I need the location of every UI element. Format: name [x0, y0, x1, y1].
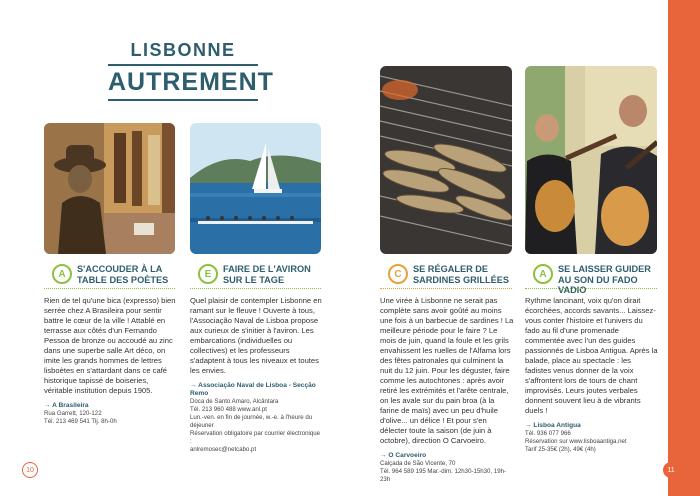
body-text-a2: Rythme lancinant, voix qu'on dirait écorchées, accords savants... Laissez-vous conter l'histoire et l'univers du fado au fil d'une promenade commentée avec l'un des guides passionnés de Lisboa Antigua. Après la balade, place au spectacle : les fadistes venus donner de la voix s'affrontent lors de tours de chant improvisés. Leurs joutes verbales donnent souvent lieu à de vibrants duels ! [525, 296, 658, 415]
page-number-left: 10 [22, 462, 38, 478]
caption-c [388, 264, 518, 285]
photo-cafe-statue [44, 123, 175, 254]
info-line: Lun.-ven. en fin de journée, w.-e. à l'heure du déjeuner [190, 414, 313, 429]
photo-fado-musicians [525, 66, 657, 254]
caption-a2-text: SE LAISSER GUIDER AU SON DU FADO VADIO [558, 264, 651, 295]
info-line: Tél. 936 077 966 [525, 430, 571, 437]
info-name-c: → O Carvoeiro [380, 452, 427, 459]
title-small: LISBONNE [130, 40, 236, 60]
divider-e [190, 288, 321, 289]
info-line: Tél. 964 589 195 Mar.-dim. 12h30-15h30, 19h-23h [380, 468, 507, 483]
title-rule-bottom [108, 99, 258, 101]
caption-e-text: FAIRE DE L'AVIRON SUR LE TAGE [223, 264, 311, 285]
title-rule [108, 64, 258, 66]
info-block-a2 [525, 422, 659, 454]
info-line: Rua Garrett, 120-122 [44, 410, 102, 417]
title-big: AUTREMENT [108, 68, 274, 96]
info-line: Tél. 213 469 541 Tlj. 8h-0h [44, 418, 117, 425]
body-text-e: Quel plaisir de contempler Lisbonne en ramant sur le fleuve ! Ouverte à tous, l'Associação Naval de Lisboa propose aux curieux de s'initier à l'aviron. Les embarcations (individuelles ou collectives) et les professeurs s'adaptent à tous les niveaux et toutes les envies. [190, 296, 322, 375]
text-column-c [380, 296, 514, 484]
page-title [108, 40, 274, 103]
right-page [350, 0, 700, 496]
info-block-a [44, 402, 177, 426]
info-name-a2: → Lisboa Antigua [525, 422, 581, 429]
info-line: Tarif 25-35€ (2h), 49€ (4h) [525, 446, 596, 453]
caption-a-text: S'ACCOUDER À LA TABLE DES POÈTES [77, 264, 169, 285]
body-text-a: Rien de tel qu'une bica (expresso) bien serrée chez A Brasileira pour sentir battre le cœur de la ville ! Attablé en terrasse aux côtés d'un Fernando Pessoa de bronze ou accoudé au zinc dans une superbe salle Art déco, on imite les grands hommes de lettres lisboètes en s'attardant dans ce café historique tapissé de boiseries, véritable institution depuis 1905. [44, 296, 176, 395]
text-column-e [190, 296, 323, 454]
info-line: Calçada de São Vicente, 70 [380, 460, 456, 467]
text-column-a2 [525, 296, 659, 454]
caption-a [52, 264, 182, 285]
text-column-a [44, 296, 177, 426]
page-number-right: 11 [663, 462, 679, 478]
divider-a [44, 288, 175, 289]
info-line: Réservation sur www.lisboaantiga.net [525, 438, 627, 445]
body-text-c: Une virée à Lisbonne ne serait pas complète sans avoir goûté au moins une fois à un barbecue de sardines ! La meilleure période pour le faire ? Le mois de juin, quand la foule et les grils envahissent les ruelles de l'Alfama lors des fêtes patronales qui culminent la nuit du 12 juin. Pour les déguster, faire comme les autochtones : après avoir retiré les extrémités et l'arête centrale, on les avale sur du pain broa (à la farine de maïs) avec un peu d'huile d'olive... un délice ! Et pour s'en délecter toute la saison (de juin à octobre), direction O Carvoeiro. [380, 296, 514, 445]
info-line: Doca de Santo Amaro, Alcântara [190, 398, 279, 405]
photo-rowing-tage [190, 123, 321, 254]
orange-edge-strip [668, 0, 700, 496]
caption-e [198, 264, 328, 285]
caption-a2 [533, 264, 663, 296]
letter-badge-a2: A [533, 264, 553, 284]
letter-badge-a: A [52, 264, 72, 284]
info-line: Réservation obligatoire par courrier électronique : [190, 430, 321, 445]
letter-badge-c: C [388, 264, 408, 284]
info-line: anlremosec@netcabo.pt [190, 446, 257, 453]
info-name-a: → A Brasileira [44, 402, 89, 409]
info-line: Tél. 213 960 488 www.anl.pt [190, 406, 267, 413]
info-block-e [190, 382, 323, 454]
divider-c [380, 288, 512, 289]
photo-sardines [380, 66, 512, 254]
letter-badge-e: E [198, 264, 218, 284]
divider-a2 [525, 288, 657, 289]
caption-c-text: SE RÉGALER DE SARDINES GRILLÉES [413, 264, 509, 285]
info-name-e: → Associação Naval de Lisboa - Secção Remo [190, 382, 316, 397]
info-block-c [380, 452, 514, 484]
